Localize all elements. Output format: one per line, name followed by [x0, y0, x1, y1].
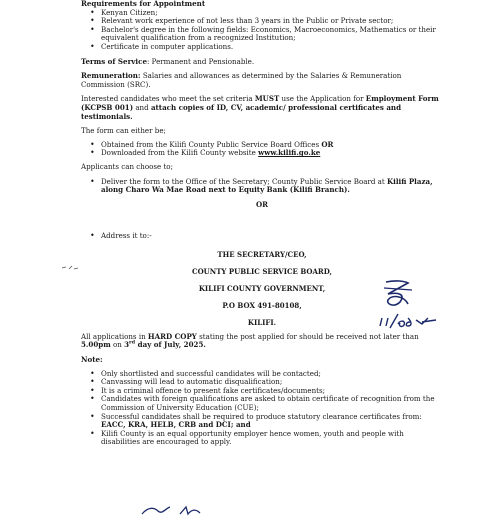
address-line: KILIFI. [247, 317, 277, 327]
note-list [81, 370, 443, 447]
document-page [81, 0, 443, 447]
remuneration-paragraph [81, 72, 443, 89]
list-item: • Only shortlisted and successful candidates will be contacted; [81, 370, 443, 379]
requirements-heading: Requirements for Appointment [81, 0, 206, 8]
choose-intro: Applicants can choose to; [81, 161, 173, 171]
deliver-text: Deliver the form to the Office of the Secretary; County Public Service Board at [101, 176, 387, 186]
list-item: • Canvassing will lead to automatic disqualification; [81, 378, 443, 387]
deadline-month-year: day of July, 2025. [135, 340, 206, 350]
application-text: Interested candidates who meet the set criteria [81, 94, 255, 104]
website-link[interactable]: www.kilifi.go.ke [258, 148, 321, 158]
form-options-list [81, 141, 443, 158]
option-or: OR [321, 139, 334, 149]
list-item: • Candidates with foreign qualifications are asked to obtain certificate of recognition from the Commission of University Education (CUE); [81, 395, 443, 412]
requirements-list [81, 9, 443, 52]
remuneration-label: Remuneration: [81, 71, 141, 81]
option-text: Downloaded from the Kilifi County website [101, 148, 259, 158]
deadline-text: on [110, 340, 125, 350]
remuneration-text: Salaries and allowances as determined by the Salaries & Remuneration Commission (SRC). [81, 71, 402, 89]
list-item: • Kilifi County is an equal opportunity employer hence women, youth and people with disabilities are encouraged to apply. [81, 430, 443, 447]
deadline-hard-copy: HARD COPY [147, 331, 197, 341]
list-item: • It is a criminal offence to present fake certificates/documents; [81, 387, 443, 396]
deadline-suffix: rd [129, 340, 136, 347]
address-list [81, 232, 443, 241]
deadline-day: 3 [124, 340, 130, 350]
address-line: THE SECRETARY/CEO, [217, 249, 307, 259]
application-form-name: Employment Form (KCPSB 001) [81, 94, 439, 112]
deadline-text: All applications in [81, 331, 148, 341]
option-text: Obtained from the Kilifi County Public Service Board Offices [101, 139, 322, 149]
application-text: and [133, 102, 151, 112]
deadline-text: stating the post applied for should be received not later than [196, 331, 419, 341]
terms-of-service [81, 58, 443, 67]
note-heading: Note: [81, 355, 103, 365]
list-item: • Bachelor's degree in the following fields: Economics, Macroeconomics, Mathematics or their equivalent qualification from a recognized Institution; [81, 26, 443, 43]
application-attachments: attach copies of ID, CV, academic/ professional certificates and testimonials. [81, 102, 402, 121]
or-label: OR [255, 199, 269, 209]
note-text: Successful candidates shall be required to produce statutory clearance certificates from: [101, 411, 422, 421]
address-line: P.O BOX 491-80108, [222, 300, 302, 310]
list-item: • Certificate in computer applications. [81, 43, 443, 52]
address-line: COUNTY PUBLIC SERVICE BOARD, [192, 266, 332, 276]
deadline-date [124, 340, 206, 349]
application-paragraph [81, 95, 443, 121]
deliver-list [81, 178, 443, 195]
terms-label: Terms of Service [81, 56, 147, 66]
handwritten-signature [378, 278, 448, 338]
list-item: • Address it to:- [81, 232, 443, 241]
form-intro: The form can either be; [81, 126, 166, 136]
ink-mark [60, 263, 80, 273]
deadline-time: 5.00pm [81, 340, 111, 350]
address-line: KILIFI COUNTY GOVERNMENT, [198, 283, 326, 293]
list-item [81, 149, 443, 158]
list-item [81, 178, 443, 195]
list-item [81, 413, 443, 430]
bottom-signature [140, 505, 230, 516]
terms-text: : Permanent and Pensionable. [146, 56, 255, 66]
application-must: MUST [254, 94, 280, 104]
application-text: use the Application for [279, 94, 366, 104]
list-item: • Relevant work experience of not less than 3 years in the Public or Private sector; [81, 17, 443, 26]
list-item: • Kenyan Citizen; [81, 9, 443, 18]
note-agencies: EACC, KRA, HELB, CRB and DCI; and [101, 420, 251, 430]
deliver-location: Kilifi Plaza, along Charo Wa Mae Road next to Equity Bank (Kilifi Branch). [101, 176, 433, 195]
